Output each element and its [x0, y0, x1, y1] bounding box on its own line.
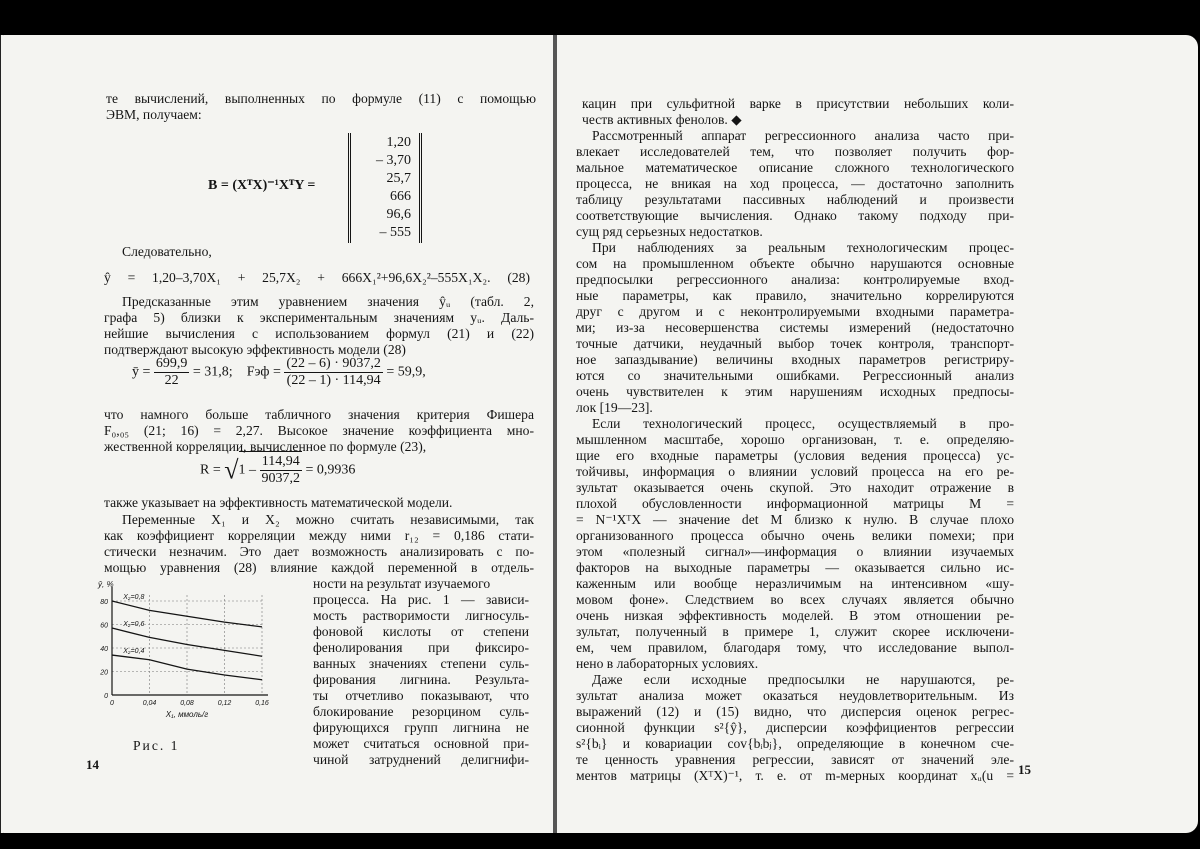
y-axis-label: ŷ, % — [98, 580, 114, 589]
fisher-rhs: = 59,9, — [386, 364, 426, 380]
correlation-lhs: R = — [200, 462, 221, 478]
page-number-left: 14 — [86, 757, 99, 772]
text-line: тойчивы, информация о влиянии условий процесса на его ре- — [576, 464, 1014, 479]
text-line: ментов матрицы (XᵀX)⁻¹, т. е. от m-мерных координат xᵤ(u = — [576, 768, 1014, 783]
text-line: = N⁻¹XᵀX — значение det M близко к нулю. В случае плохо — [576, 512, 1014, 527]
text-line: нейшие вычисления с использованием формул (21) и (22) — [104, 326, 534, 341]
sqrt-radicand — [239, 451, 303, 487]
correlation-numerator: 114,94 — [260, 454, 303, 471]
text-line: кацин при сульфитной варке в присутствии небольших коли- — [582, 96, 1014, 111]
text-line: ются со значительными ошибками. Регрессионный анализ — [576, 368, 1014, 383]
text-line: точные датчики, неудачный выбор точек контроля, транспорт- — [576, 336, 1014, 351]
y-tick-label: 20 — [100, 669, 108, 677]
mean-lhs: ȳ = — [132, 364, 151, 380]
text-line: графа 5) близки к экспериментальным значениям yᵤ. Даль- — [104, 310, 534, 325]
text-line: фирования лигнина. Результа- — [313, 672, 529, 687]
radicand-lead: 1 – — [238, 462, 257, 478]
text-line: этом «полезный сигнал»—информация о влиянии изучаемых — [576, 544, 1014, 559]
text-line: ты отчетливо показывают, что — [313, 688, 529, 703]
text-line: зультат оказывается очень скупой. Это находит отражение в — [576, 480, 1014, 495]
figure-caption: Рис. 1 — [133, 738, 180, 753]
text-line: подтверждают высокую эффективность модели (28) — [104, 342, 406, 357]
text-line: Переменные X₁ и X₂ можно считать независимыми, так — [122, 512, 534, 527]
x-tick-label: 0 — [110, 700, 114, 707]
matrix-value: 666 — [390, 189, 411, 204]
mean-and-fisher-formula — [132, 356, 426, 389]
text-line: также указывает на эффективность математической модели. — [104, 495, 453, 510]
x-tick-label: 0,12 — [217, 700, 232, 707]
matrix-value: 1,20 — [386, 135, 411, 150]
text-line: чиной затруднений делигнифи- — [313, 752, 529, 767]
page-number-right: 15 — [1018, 762, 1031, 777]
text-line: что намного больше табличного значения критерия Фишера — [104, 407, 534, 422]
correlation-formula — [200, 451, 355, 487]
text-line: ем, чем правилом, благодаря тому, что исследование выпол- — [576, 640, 1014, 655]
series-label: X₂=0,6 — [123, 621, 145, 629]
matrix-value: – 3,70 — [376, 153, 411, 168]
text-line: те вычислений, выполненных по формуле (11) с помощью — [106, 91, 536, 106]
solubility-chart — [86, 577, 288, 725]
matrix-formula-lhs: B = (XᵀX)⁻¹XᵀY = — [208, 178, 316, 193]
text-line: выражений (12) и (15) видно, что дисперсия оценок регрес- — [576, 704, 1014, 719]
text-line: ное запаздывание) величины входных параметров регистриру- — [576, 352, 1014, 367]
mean-fraction — [154, 356, 190, 389]
text-line: Рассмотренный аппарат регрессионного анализа часто при- — [592, 128, 1014, 143]
sqrt-sign: √ — [224, 455, 239, 485]
text-line: очень чувствителен к этим нарушениям исходных предпосы- — [576, 384, 1014, 399]
text-line: предпосылки регрессионного анализа: контролируемые вход- — [576, 272, 1014, 287]
fisher-lhs: Fэф = — [246, 364, 281, 380]
correlation-fraction — [260, 454, 303, 487]
text-line: организованного процесса обычно очень велики помехи; при — [576, 528, 1014, 543]
text-line: ЭВМ, получаем: — [106, 107, 202, 122]
matrix-value: 25,7 — [386, 171, 411, 186]
text-line: сионной функции s²{ŷ}, дисперсии коэффициентов регрессии — [576, 720, 1014, 735]
x-axis-label: X₁, ммоль/г — [165, 710, 209, 719]
matrix-value: 96,6 — [386, 207, 411, 222]
text-line: процесса, не вникая на ход процесса, — достаточно заполнить — [576, 176, 1014, 191]
text-line: влекает исследователей тем, что позволяет получить фор- — [576, 144, 1014, 159]
text-line: очень низкая эффективность моделей. В этом отношении ре- — [576, 608, 1014, 623]
text-line: может считаться основной при- — [313, 736, 529, 751]
text-line: При наблюдениях за реальным технологическим процес- — [592, 240, 1014, 255]
text-line: фенолирования при фиксиро- — [313, 640, 529, 655]
series-label: X₂=0,8 — [123, 594, 145, 601]
text-line: сущ ряд серьезных недостатков. — [576, 224, 763, 239]
text-line: соответствующие вычисления. Однако такому подходу при- — [576, 208, 1014, 223]
y-tick-label: 60 — [100, 622, 108, 630]
text-line: таблицу результатами пассивных наблюдений и произвести — [576, 192, 1014, 207]
text-line: мость растворимости лигносуль- — [313, 608, 529, 623]
text-line: ми; из-за несовершенства системы измерений (недостаточно — [576, 320, 1014, 335]
correlation-denominator: 9037,2 — [261, 471, 301, 486]
text-line: мовом фоне». Следствием во всех случаях является обычно — [576, 592, 1014, 607]
text-line: друг с другом и с неконтролируемыми входными параметра- — [576, 304, 1014, 319]
fisher-fraction — [284, 356, 383, 389]
text-line: Следовательно, — [122, 244, 212, 259]
x-tick-label: 0,04 — [142, 700, 157, 707]
mean-rhs: = 31,8; — [192, 364, 233, 380]
text-line: фирующихся групп лигнина не — [313, 720, 529, 735]
text-line: мышленном масштабе, хорошо организован, т. е. определяю- — [576, 432, 1014, 447]
text-line: те ценность уравнения регрессии, зависят от значений эле- — [576, 752, 1014, 767]
text-line: F₀,₀₅ (21; 16) = 2,27. Высокое значение коэффициента мно- — [104, 423, 534, 438]
y-tick-label: 0 — [104, 693, 108, 700]
text-line: жественной корреляции, вычисленное по формуле (23), — [104, 439, 427, 454]
x-tick-label: 0,08 — [180, 700, 194, 707]
coefficient-matrix — [348, 133, 422, 243]
chart-svg — [86, 577, 288, 725]
text-line: фоновой кислоты от степени — [313, 624, 529, 639]
matrix-value: – 555 — [379, 225, 411, 240]
y-tick-label: 40 — [100, 646, 108, 653]
text-line: каженным или вообще неразличимым на интенсивном «шу- — [576, 576, 1014, 591]
text-line: ванных значениях степени суль- — [313, 656, 529, 671]
text-line: сом на промышленном объекте обычно нарушаются основные — [576, 256, 1014, 271]
fisher-numerator: (22 – 6) · 9037,2 — [286, 356, 381, 371]
text-line: стически незначим. Это дает возможность анализировать с по- — [104, 544, 534, 559]
text-line: зультат анализа может оказаться неудовлетворительным. Из — [576, 688, 1014, 703]
text-line: Предсказанные этим уравнением значения ŷᵤ (табл. 2, — [122, 294, 534, 309]
text-line: плохой обусловленности информационной матрицы M = — [576, 496, 1014, 511]
text-line: Даже если исходные предпосылки не нарушаются, ре- — [592, 672, 1014, 687]
text-line: как коэффициент корреляции между ними r₁₂ = 0,186 стати- — [104, 528, 534, 543]
text-line: ŷ = 1,20–3,70X₁ + 25,7X₂ + 666X₁²+96,6X₂²–555X₁X₂. (28) — [104, 270, 530, 285]
correlation-rhs: = 0,9936 — [305, 462, 356, 478]
text-line: зультат, полученный в примере 1, служит скорее исключени- — [576, 624, 1014, 639]
text-line: мощью уравнения (28) влияние каждой переменной в отдель- — [104, 560, 534, 575]
text-line: процесса. На рис. 1 — зависи- — [313, 592, 529, 607]
text-line: ности на результат изучаемого — [313, 576, 491, 591]
text-line: честв активных фенолов. ◆ — [582, 112, 742, 127]
text-line: блокирование резорцином суль- — [313, 704, 529, 719]
mean-numerator: 699,9 — [155, 356, 188, 371]
x-tick-label: 0,16 — [255, 700, 269, 707]
mean-denominator: 22 — [164, 373, 179, 388]
text-line: нено в лабораторных условиях. — [576, 656, 759, 671]
book-gutter — [553, 35, 557, 833]
series-label: X₂=0,4 — [123, 648, 145, 656]
text-line: факторов на выходные параметры — оказывается сильно ис- — [576, 560, 1014, 575]
text-line: щие его входные параметры (условия ведения процесса) ус- — [576, 448, 1014, 463]
text-line: ные параметры, как правило, значительно коррелируются — [576, 288, 1014, 303]
fisher-denominator: (22 – 1) · 114,94 — [286, 373, 381, 388]
y-tick-label: 80 — [100, 599, 108, 606]
text-line: лок [19—23]. — [576, 400, 653, 415]
text-line: мальное математическое описание сложного технологического — [576, 160, 1014, 175]
text-line: Если технологический процесс, осуществляемый в про- — [592, 416, 1014, 431]
text-line: s²{bᵢ} и ковариации cov{bᵢbⱼ}, определяющие в конечном сче- — [576, 736, 1014, 751]
